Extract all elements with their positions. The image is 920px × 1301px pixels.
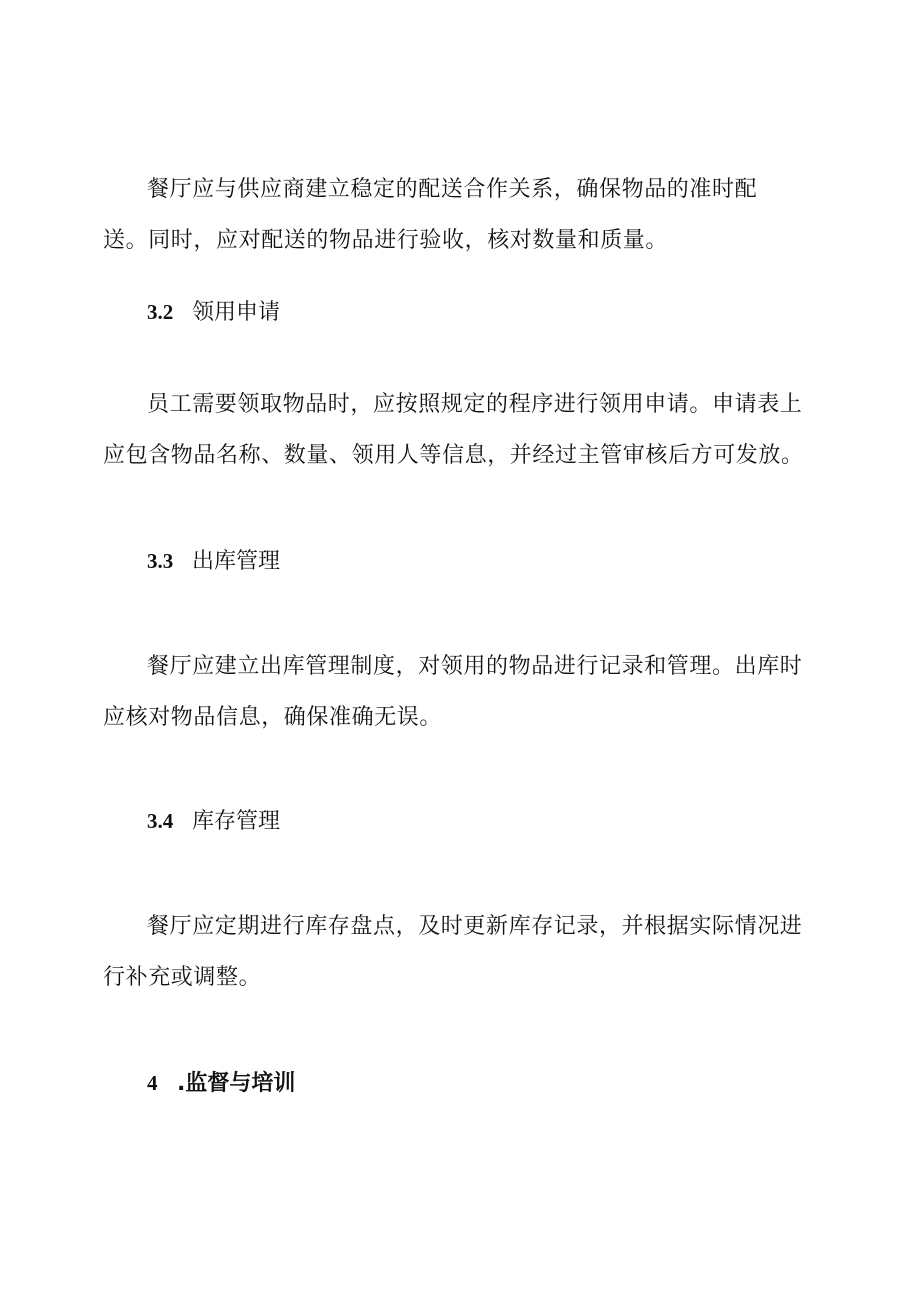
paragraph-text: 餐厅应建立出库管理制度，对领用的物品进行记录和管理。出库时 [147, 654, 803, 679]
section-title: 出库管理 [192, 549, 281, 574]
section-heading [147, 297, 280, 328]
paragraph-text: 送。同时，应对配送的物品进行验收，核对数量和质量。 [103, 228, 669, 253]
section-heading [147, 546, 280, 577]
section-number: 3.4 [147, 809, 174, 833]
section-number: 4 [147, 1071, 158, 1095]
paragraph-text: 员工需要领取物品时，应按照规定的程序进行领用申请。申请表上 [147, 392, 803, 417]
section-title: 领用申请 [192, 300, 281, 325]
paragraph-text: 应核对物品信息，确保准确无误。 [103, 705, 443, 730]
section-title: .监督与培训 [177, 1071, 296, 1096]
section-title: 库存管理 [192, 809, 281, 834]
section-heading [147, 1068, 295, 1099]
paragraph-text: 餐厅应与供应商建立稳定的配送合作关系，确保物品的准时配 [147, 177, 758, 202]
section-heading [147, 806, 280, 837]
paragraph-text: 行补充或调整。 [103, 965, 262, 990]
paragraph-text: 餐厅应定期进行库存盘点，及时更新库存记录，并根据实际情况进 [147, 914, 803, 939]
section-number: 3.2 [147, 300, 174, 324]
section-number: 3.3 [147, 549, 174, 573]
paragraph-text: 应包含物品名称、数量、领用人等信息，并经过主管审核后方可发放。 [103, 443, 804, 468]
